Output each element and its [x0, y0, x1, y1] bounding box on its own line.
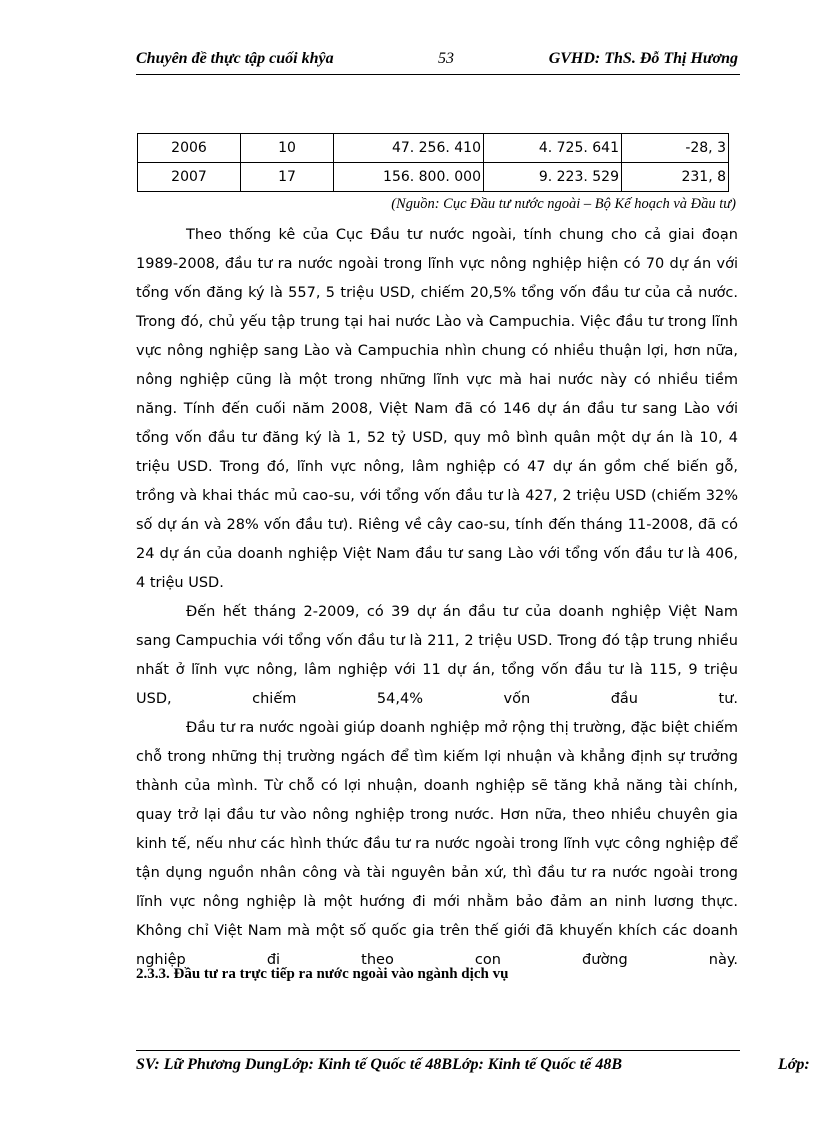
table-cell: 47. 256. 410 [334, 134, 484, 163]
table-cell: 156. 800. 000 [334, 163, 484, 192]
header-advisor: GVHD: ThS. Đỗ Thị Hương [548, 50, 738, 67]
table-cell: 17 [241, 163, 334, 192]
page-footer [136, 1050, 810, 1073]
table-cell: 9. 223. 529 [484, 163, 622, 192]
investment-table [137, 133, 729, 192]
header-title: Chuyên đề thực tập cuối khŷa [136, 50, 334, 67]
table-row [138, 163, 729, 192]
table-cell: 10 [241, 134, 334, 163]
table-source-note: (Nguồn: Cục Đầu tư nước ngoài – Bộ Kế hoạch và Đầu tư) [391, 196, 736, 212]
table-cell: -28, 3 [622, 134, 729, 163]
paragraph: Theo thống kê của Cục Đầu tư nước ngoài, tính chung cho cả giai đoạn 1989-2008, đầu tư ra nước ngoài trong lĩnh vực nông nghiệp hiện có 70 dự án với tổng vốn đăng ký là 557, 5 triệu USD, chiếm 20,5% tổng vốn đầu tư của cả nước. Trong đó, chủ yếu tập trung tại hai nước Lào và Campuchia. Việc đầu tư trong lĩnh vực nông nghiệp sang Lào và Campuchia nhìn chung có nhiều thuận lợi, hơn nữa, nông nghiệp cũng là một trong những lĩnh vực mà hai nước này có nhiều tiềm năng. Tính đến cuối năm 2008, Việt Nam đã có 146 dự án đầu tư sang Lào với tổng vốn đầu tư đăng ký là 1, 52 tỷ USD, quy mô bình quân một dự án là 10, 4 triệu USD. Trong đó, lĩnh vực nông, lâm nghiệp có 47 dự án gồm chế biến gỗ, trồng và khai thác mủ cao-su, với tổng vốn đầu tư là 427, 2 triệu USD (chiếm 32% số dự án và 28% vốn đầu tư). Riêng về cây cao-su, tính đến tháng 11-2008, đã có 24 dự án của doanh nghiệp Việt Nam đầu tư sang Lào với tổng vốn đầu tư là 406, 4 triệu USD. [136, 227, 738, 591]
body-text [136, 221, 738, 975]
page-number: 53 [438, 50, 454, 67]
footer-student: SV: Lữ Phương DungLớp: Kinh tế Quốc tế 48BLớp: Kinh tế Quốc tế 48B [136, 1056, 623, 1073]
table-cell: 2007 [138, 163, 241, 192]
footer-class: Lớp: [778, 1056, 810, 1073]
table-cell: 2006 [138, 134, 241, 163]
paragraph: Đầu tư ra nước ngoài giúp doanh nghiệp mở rộng thị trường, đặc biệt chiếm chỗ trong những thị trường ngách để tìm kiếm lợi nhuận và khẳng định sự trưởng thành của mình. Từ chỗ có lợi nhuận, doanh nghiệp sẽ tăng khả năng tài chính, quay trở lại đầu tư vào nông nghiệp trong nước. Hơn nữa, theo nhiều chuyên gia kinh tế, nếu như các hình thức đầu tư ra nước ngoài trong lĩnh vực công nghiệp để tận dụng nguồn nhân công và tài nguyên bản xứ, thì đầu tư ra nước ngoài trong lĩnh vực nông nghiệp là một hướng đi mới nhằm bảo đảm an ninh lương thực. Không chỉ Việt Nam mà một số quốc gia trên thế giới đã khuyến khích các doanh nghiệp đi theo con đường này. [136, 720, 738, 968]
table-cell: 231, 8 [622, 163, 729, 192]
page-header [136, 48, 740, 75]
table-row [138, 134, 729, 163]
table-cell: 4. 725. 641 [484, 134, 622, 163]
paragraph: Đến hết tháng 2-2009, có 39 dự án đầu tư của doanh nghiệp Việt Nam sang Campuchia với tổng vốn đầu tư là 211, 2 triệu USD. Trong đó tập trung nhiều nhất ở lĩnh vực nông, lâm nghiệp với 11 dự án, tổng vốn đầu tư là 115, 9 triệu USD, chiếm 54,4% vốn đầu tư. [136, 604, 738, 707]
section-heading: 2.3.3. Đầu tư ra trực tiếp ra nước ngoài vào ngành dịch vụ [136, 966, 509, 982]
